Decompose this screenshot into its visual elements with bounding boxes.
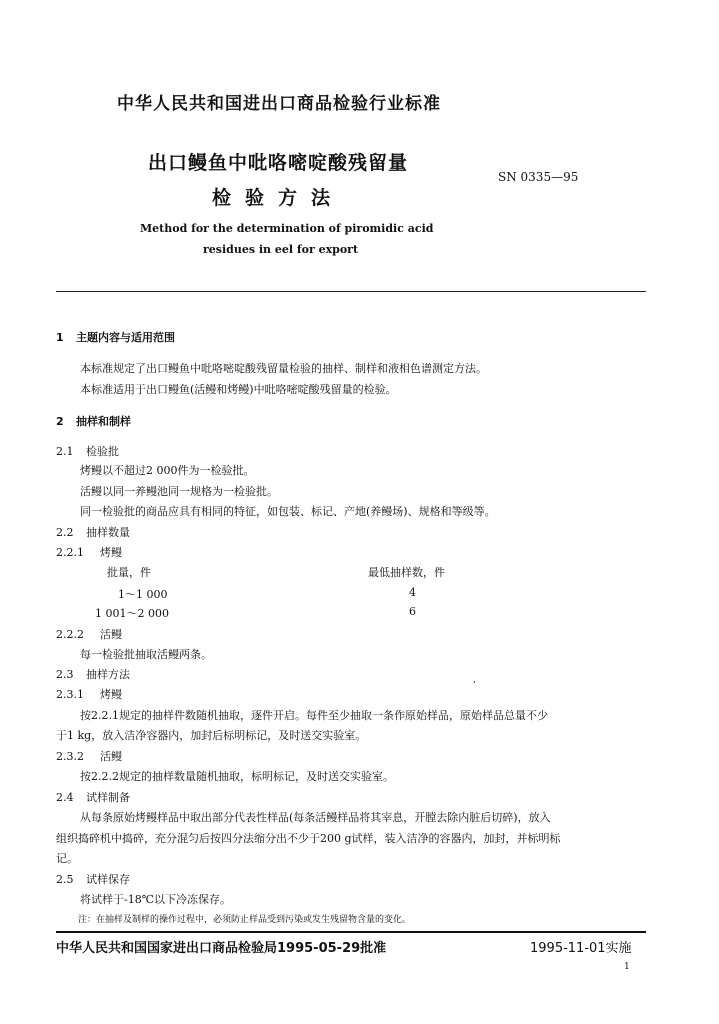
paragraph: 本标准适用于出口鳗鱼(活鳗和烤鳗)中吡咯嘧啶酸残留量的检验。 <box>80 383 397 396</box>
standard-number: SN 0335—95 <box>498 170 579 184</box>
section-title: 试样保存 <box>86 873 130 886</box>
section-title: 活鳗 <box>100 628 122 641</box>
table-header-min-samples: 最低抽样数，件 <box>368 566 445 579</box>
subsection-2-2-1-heading <box>56 544 122 560</box>
paragraph: 按2.2.1规定的抽样件数随机抽取，逐件开启。每件至少抽取一条作原始样品，原始样品总量不少 <box>80 709 548 722</box>
section-title: 抽样数量 <box>86 526 130 539</box>
section-number: 2.3.2 <box>56 750 84 763</box>
section-title: 抽样方法 <box>86 668 130 681</box>
section-number: 2.2.2 <box>56 628 84 641</box>
english-title-line1: Method for the determination of piromidic acid <box>140 222 434 235</box>
paragraph: 将试样于-18℃以下冷冻保存。 <box>80 893 232 906</box>
note: 注：在抽样及制样的操作过程中，必须防止样品受到污染或发生残留物含量的变化。 <box>78 915 412 925</box>
stray-mark: , <box>473 675 476 685</box>
paragraph: 从每条原始烤鳗样品中取出部分代表性样品(每条活鳗样品将其宰息，开膛去除内脏后切碎)，放入 <box>80 811 551 824</box>
english-title-line2: residues in eel for export <box>203 243 359 256</box>
subsection-2-3-1-heading <box>56 686 122 702</box>
page-number: 1 <box>624 962 630 972</box>
table-cell-min: 4 <box>409 586 416 599</box>
section-title: 检验批 <box>86 445 119 458</box>
section-number: 2.3 <box>56 668 74 681</box>
section-2-heading <box>56 413 131 429</box>
subsection-2-5-heading <box>56 871 130 887</box>
section-1-heading <box>56 329 175 345</box>
paragraph: 于1 kg，放入洁净容器内，加封后标明标记，及时送交实验室。 <box>56 729 367 742</box>
paragraph: 每一检验批抽取活鳗两条。 <box>80 648 212 661</box>
subsection-2-4-heading <box>56 789 130 805</box>
subsection-2-2-heading <box>56 524 130 540</box>
section-title: 烤鳗 <box>100 688 122 701</box>
table-cell-batch: 1 001～2 000 <box>95 607 169 620</box>
section-title: 试样制备 <box>86 791 130 804</box>
section-number: 2.2.1 <box>56 546 84 559</box>
section-number: 2.2 <box>56 526 74 539</box>
paragraph: 按2.2.2规定的抽样数量随机抽取，标明标记，及时送交实验室。 <box>80 770 394 783</box>
section-title: 烤鳗 <box>100 546 122 559</box>
section-number: 2.1 <box>56 445 74 458</box>
subsection-2-1-heading <box>56 443 119 459</box>
section-title: 抽样和制样 <box>76 415 131 428</box>
table-header-batch: 批量，件 <box>107 566 151 579</box>
paragraph: 本标准规定了出口鳗鱼中吡咯嘧啶酸残留量检验的抽样、制样和液相色谱测定方法。 <box>80 362 487 375</box>
paragraph: 同一检验批的商品应具有相同的特征，如包装、标记、产地(养鳗场)、规格和等级等。 <box>80 505 496 518</box>
table-cell-min: 6 <box>409 605 416 618</box>
approval-date: 中华人民共和国国家进出口商品检验局1995-05-29批准 <box>56 941 387 956</box>
section-number: 2.3.1 <box>56 688 84 701</box>
paragraph: 烤鳗以不超过2 000件为一检验批。 <box>80 464 255 477</box>
section-number: 2.4 <box>56 791 74 804</box>
section-title: 活鳗 <box>100 750 122 763</box>
subsection-2-3-2-heading <box>56 748 122 764</box>
paragraph: 活鳗以同一养鳗池同一规格为一检验批。 <box>80 485 278 498</box>
section-number: 2 <box>56 415 64 428</box>
subsection-2-3-heading <box>56 666 130 682</box>
effective-date: 1995-11-01实施 <box>530 941 632 956</box>
header-divider <box>56 291 646 292</box>
document-title-line2: 检验方法 <box>212 187 345 209</box>
footer-divider <box>56 931 646 933</box>
section-title: 主题内容与适用范围 <box>76 331 175 344</box>
paragraph: 记。 <box>56 852 78 865</box>
issuing-authority: 中华人民共和国进出口商品检验行业标准 <box>117 94 441 114</box>
subsection-2-2-2-heading <box>56 626 122 642</box>
section-number: 2.5 <box>56 873 74 886</box>
paragraph: 组织捣碎机中捣碎，充分混匀后按四分法缩分出不少于200 g试样，装入洁净的容器内，加封，并标明标 <box>56 832 561 845</box>
section-number: 1 <box>56 331 64 344</box>
document-title-line1: 出口鳗鱼中吡咯嘧啶酸残留量 <box>148 152 409 174</box>
table-cell-batch: 1～1 000 <box>118 588 168 601</box>
